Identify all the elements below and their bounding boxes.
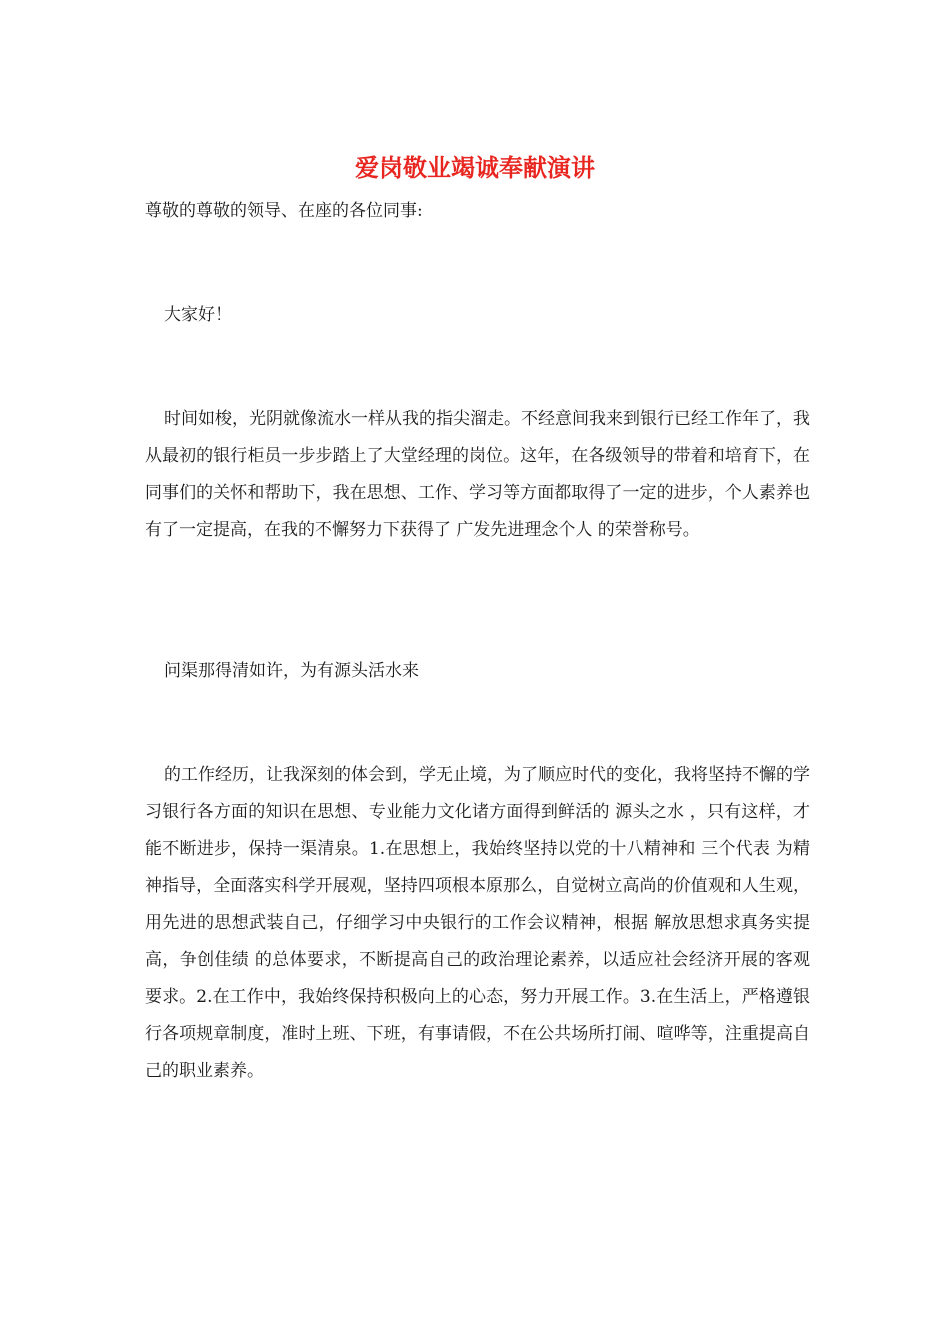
greeting: 大家好！ [164,305,232,325]
paragraph-quote: 问渠那得清如许，为有源头活水来 [164,661,419,681]
paragraph-body: 的工作经历，让我深刻的体会到，学无止境，为了顺应时代的变化，我将坚持不懈的学习银行各方面的知识在思想、专业能力文化诸方面得到鲜活的 源头之水 ，只有这样，才能不断进步，保持一渠清泉。1.在思想上，我始终坚持以党的十八精神和 三个代表 为精神指导，全面落实科学开展观，坚持四项根本原那么，自觉树立高尚的价值观和人生观，用先进的思想武装自己，仔细学习中央银行的工作会议精神，根据 解放思想求真务实提高，争创佳绩 的总体要求，不断提高自己的政治理论素养，以适应社会经济开展的客观要求。2.在工作中，我始终保持积极向上的心态，努力开展工作。3.在生活上，严格遵银行各项规章制度，准时上班、下班，有事请假，不在公共场所打闹、喧哗等，注重提高自己的职业素养。 [145,765,810,1081]
document-title: 爱岗敬业竭诚奉献演讲 [355,153,595,182]
salutation: 尊敬的尊敬的领导、在座的各位同事: [145,201,423,221]
paragraph-intro: 时间如梭，光阴就像流水一样从我的指尖溜走。不经意间我来到银行已经工作年了，我从最初的银行柜员一步步踏上了大堂经理的岗位。这年，在各级领导的带着和培育下，在同事们的关怀和帮助下，我在思想、工作、学习等方面都取得了一定的进步，个人素养也有了一定提高，在我的不懈努力下获得了 广发先进理念个人 的荣誉称号。 [145,409,810,540]
